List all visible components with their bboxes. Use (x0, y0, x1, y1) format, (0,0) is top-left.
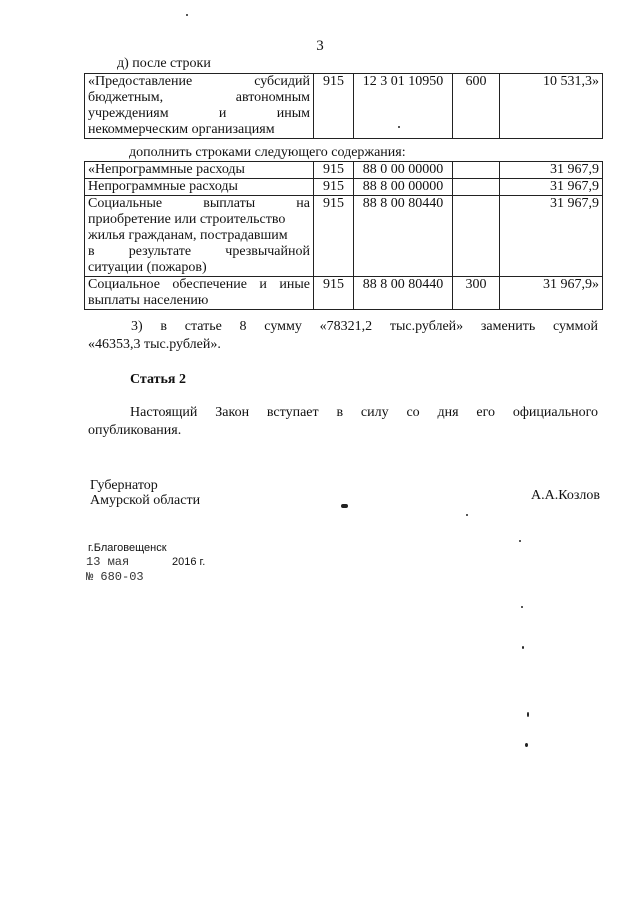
row-section-cell: 88 8 00 80440 (354, 277, 453, 310)
scan-speck (525, 743, 528, 747)
row-name-line: выплаты населению (88, 293, 209, 308)
row-name-line: некоммерческим организациям (88, 122, 275, 137)
signer-title-line-1: Губернатор (90, 478, 158, 493)
scan-speck (466, 514, 468, 516)
table-row (85, 196, 603, 277)
date-year: 2016 г. (172, 556, 206, 568)
row-type-cell: 600 (453, 74, 500, 139)
mid-line: дополнить строками следующего содержания: (129, 145, 406, 160)
article-title: Статья 2 (130, 372, 186, 387)
scan-speck (398, 126, 400, 128)
row-name-line: приобретение или строительство (88, 212, 286, 227)
row-section-cell: 88 8 00 00000 (354, 179, 453, 196)
table-row (85, 74, 603, 139)
row-amount-cell: 31 967,9 (500, 179, 603, 196)
row-code-cell: 915 (314, 277, 354, 310)
row-name-line: в результате чрезвычайной (88, 244, 310, 259)
row-name-line: ситуации (пожаров) (88, 260, 207, 275)
scan-speck (186, 14, 188, 16)
city-line: г.Благовещенск (88, 542, 167, 554)
page-number: 3 (316, 38, 324, 54)
row-type-cell (453, 162, 500, 179)
row-code-cell: 915 (314, 196, 354, 277)
row-name-line: «Предоставление субсидий (88, 74, 310, 89)
row-code-cell: 915 (314, 74, 354, 139)
row-name-cell (85, 179, 314, 196)
law-text-line-1: Настоящий Закон вступает в силу со дня его официального (130, 405, 598, 420)
row-amount-cell: 31 967,9 (500, 196, 603, 277)
row-section-cell: 88 0 00 00000 (354, 162, 453, 179)
scan-speck (521, 606, 523, 608)
paragraph-3 (88, 318, 598, 354)
signer-title (90, 478, 200, 508)
date-stamp: 13 мая (86, 555, 130, 569)
row-name-line: Социальное обеспечение и иные (88, 277, 310, 292)
row-name-line: «Непрограммные расходы (88, 162, 245, 177)
table-row (85, 179, 603, 196)
row-name-cell (85, 74, 314, 139)
scan-speck (522, 646, 524, 649)
table-row (85, 277, 603, 310)
row-name-line: учреждениям и иным (88, 106, 310, 121)
row-name-line: жилья гражданам, пострадавшим (88, 228, 288, 243)
table-row (85, 162, 603, 179)
row-code-cell: 915 (314, 179, 354, 196)
paragraph-3-line-2: «46353,3 тыс.рублей». (88, 337, 221, 352)
row-section-cell: 12 3 01 10950 (354, 74, 453, 139)
scan-speck (527, 712, 529, 717)
law-text (88, 404, 598, 440)
row-amount-cell: 31 967,9 (500, 162, 603, 179)
row-name-line: бюджетным, автономным (88, 90, 310, 105)
paragraph-3-line-1: 3) в статье 8 сумму «78321,2 тыс.рублей» заменить суммой (131, 319, 598, 334)
row-name-cell (85, 162, 314, 179)
row-amount-cell: 31 967,9» (500, 277, 603, 310)
row-name-line: Непрограммные расходы (88, 179, 238, 194)
scan-speck (341, 504, 348, 508)
row-name-cell (85, 277, 314, 310)
intro-line: д) после строки (117, 56, 211, 71)
row-amount-cell: 10 531,3» (500, 74, 603, 139)
row-type-cell: 300 (453, 277, 500, 310)
registration-number-stamp: № 680-03 (86, 570, 144, 584)
budget-table-added-rows (84, 161, 603, 310)
row-section-cell: 88 8 00 80440 (354, 196, 453, 277)
row-name-line: Социальные выплаты на (88, 196, 310, 211)
budget-table-original-row (84, 73, 603, 139)
row-type-cell (453, 196, 500, 277)
row-type-cell (453, 179, 500, 196)
signer-title-line-2: Амурской области (90, 493, 201, 508)
row-code-cell: 915 (314, 162, 354, 179)
signer-name: А.А.Козлов (531, 488, 600, 503)
law-text-line-2: опубликования. (88, 423, 182, 438)
row-name-cell (85, 196, 314, 277)
scan-speck (519, 540, 521, 542)
